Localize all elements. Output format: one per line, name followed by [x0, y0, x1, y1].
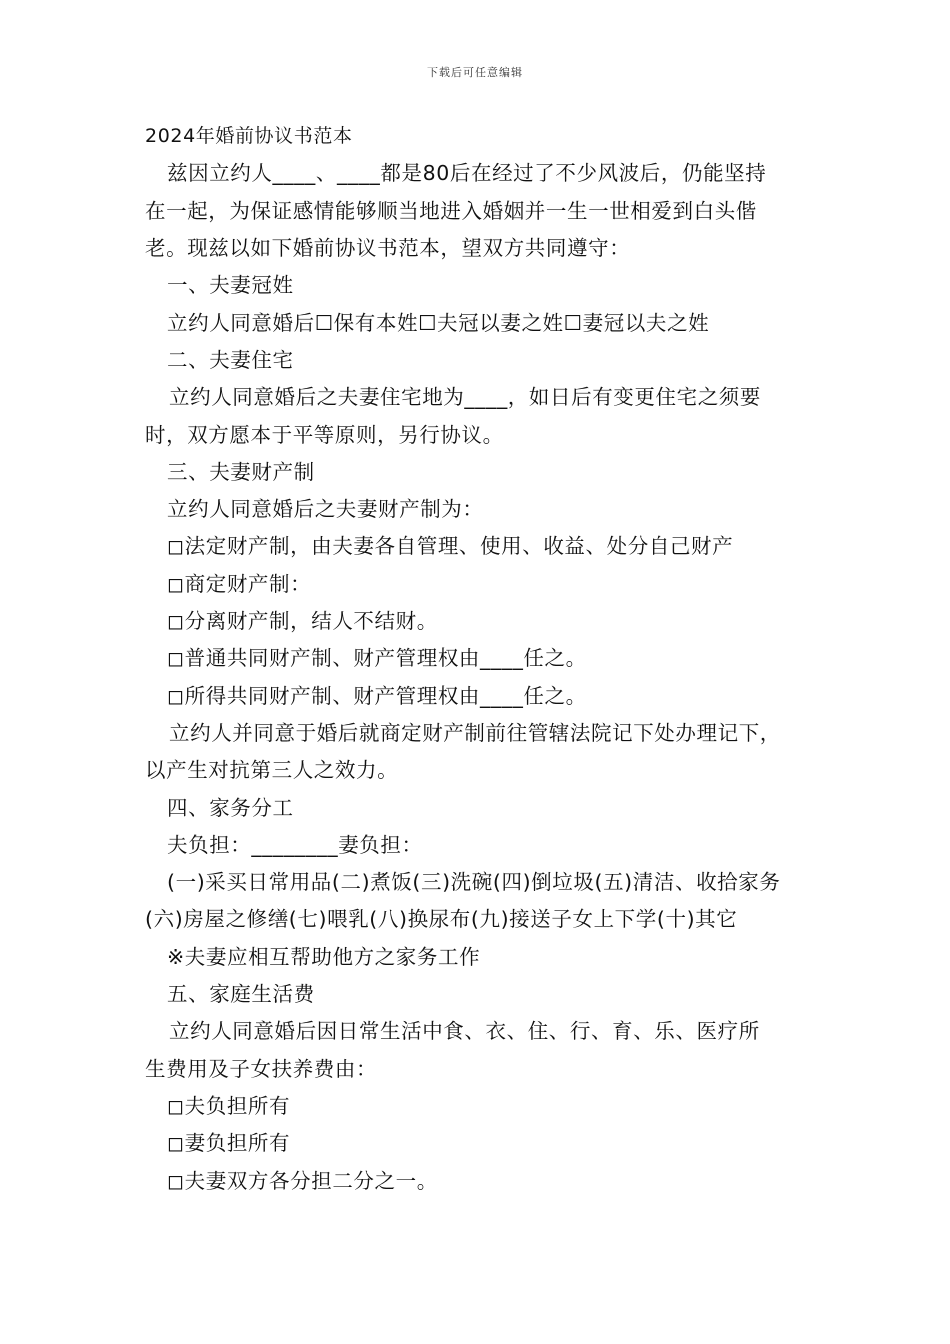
paragraph-line: 生费用及子女扶养费由：	[145, 1057, 378, 1081]
paragraph-line: 夫负担：________妻负担：	[167, 833, 423, 857]
paragraph-line: (六)房屋之修缮(七)喂乳(八)换尿布(九)接送子女上下学(十)其它	[145, 907, 738, 931]
paragraph-line: 立约人并同意于婚后就商定财产制前往管辖法院记下处办理记下，	[169, 721, 781, 745]
section-heading: 三、夫妻财产制	[167, 460, 315, 484]
paragraph-line: 以产生对抗第三人之效力。	[145, 758, 399, 782]
checkbox-option: ◻普通共同财产制、财产管理权由____任之。	[167, 646, 587, 670]
paragraph-line: 兹因立约人____、____都是80后在经过了不少风波后，仍能坚持	[167, 161, 767, 185]
page-header-note: 下载后可任意编辑	[427, 66, 523, 79]
paragraph-line: 立约人同意婚后之夫妻住宅地为____，如日后有变更住宅之须要	[169, 385, 761, 409]
note-line: ※夫妻应相互帮助他方之家务工作	[167, 945, 481, 969]
paragraph-line: 在一起，为保证感情能够顺当地进入婚姻并一生一世相爱到白头偕	[145, 199, 757, 223]
paragraph-line: 立约人同意婚后之夫妻财产制为：	[167, 497, 484, 521]
paragraph-line: 立约人同意婚后☐保有本姓☐夫冠以妻之姓☐妻冠以夫之姓	[167, 311, 710, 335]
paragraph-line: (一)采买日常用品(二)煮饭(三)洗碗(四)倒垃圾(五)清洁、收拾家务	[167, 870, 781, 894]
section-heading: 五、家庭生活费	[167, 982, 315, 1006]
paragraph-line: 时，双方愿本于平等原则，另行协议。	[145, 423, 504, 447]
checkbox-option: ◻商定财产制：	[167, 572, 312, 596]
checkbox-option: ◻夫负担所有	[167, 1094, 291, 1118]
section-heading: 四、家务分工	[167, 796, 294, 820]
paragraph-line: 立约人同意婚后因日常生活中食、衣、住、行、育、乐、医疗所	[169, 1019, 760, 1043]
checkbox-option: ◻夫妻双方各分担二分之一。	[167, 1169, 438, 1193]
section-heading: 一、夫妻冠姓	[167, 273, 294, 297]
checkbox-option: ◻分离财产制，结人不结财。	[167, 609, 438, 633]
document-title: 2024年婚前协议书范本	[145, 125, 353, 147]
section-heading: 二、夫妻住宅	[167, 348, 294, 372]
checkbox-option: ◻妻负担所有	[167, 1131, 291, 1155]
paragraph-line: 老。现兹以如下婚前协议书范本，望双方共同遵守：	[145, 236, 631, 260]
checkbox-option: ◻法定财产制，由夫妻各自管理、使用、收益、处分自己财产	[167, 534, 734, 558]
checkbox-option: ◻所得共同财产制、财产管理权由____任之。	[167, 684, 587, 708]
